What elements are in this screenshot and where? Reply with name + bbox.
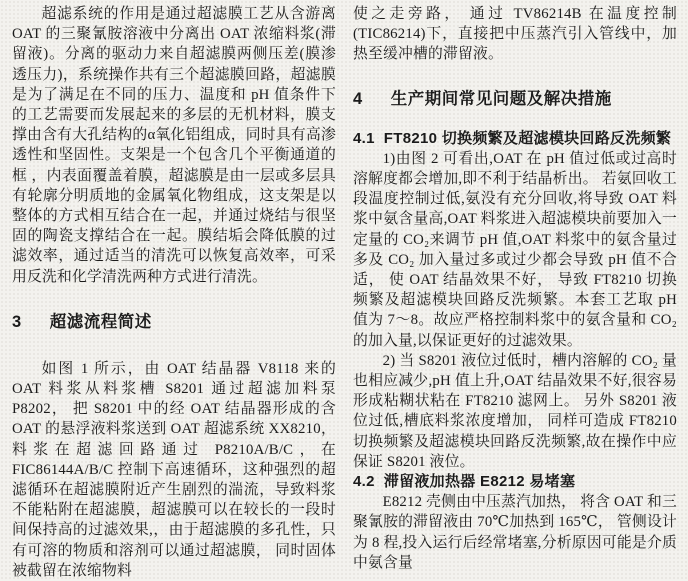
section-3-number: 3 — [12, 312, 22, 331]
paragraph-heater-blockage: E8212 壳侧由中压蒸汽加热， 将含 OAT 和三聚氰胺的滞留液由 70℃加热到 165℃， 管侧设计为 8 程,投入运行后经常堵塞,分析原因可能是介质中氨含量 — [353, 494, 677, 571]
paragraph-process-description: 如图 1 所示，由 OAT 结晶器 V8118 来的 OAT 料浆从料浆槽 S8201 通过超滤加料泵 P8202， 把 S8201 中的经 OAT 结晶器形成的含 OAT 的悬浮液料浆送到 OAT 超滤系统 XX8210，料浆在超滤回路通过 P8210A/B/C，在 FIC86144A/B/C 控制下高速循环，这种强烈的超滤循环在超滤膜附近产生剧烈的湍流，导致料浆不能粘附在超滤膜，超滤膜可以在较长的一段时间保持高的过滤效果,，由于超滤膜的多孔性，只有可溶的物质和溶剂可以通过超滤膜， 同时固体被截留在浓缩物料 — [12, 360, 336, 579]
section-4-number: 4 — [353, 89, 363, 108]
paragraph-issue-1: 1)由图 2 可看出,OAT 在 pH 值过低或过高时溶解度都会增加,即不利于结晶析出。 若氨回收工段温度控制过低,氨没有充分回收,将导致 OAT 料浆中氨含量高,OAT 料浆进入超滤模块前要加入一定量的 CO₂来调节 pH 值,OAT 料浆中的氨含量过多及 CO₂ 加入量过多或过少都会导致 pH 值不合适， 使 OAT 结晶效果不好， 导致 FT8210 切换频繁及超滤模块回路反洗频繁。本套工艺取 pH 值为 7～8。故应严格控制料浆中的氨含量和 CO₂ 的加入量,以保证更好的过滤效果。 — [353, 150, 677, 349]
section-4-title: 生产期间常见问题及解决措施 — [390, 89, 612, 108]
section-4-1-number: 4.1 — [353, 129, 375, 147]
section-4-2-heading — [353, 472, 677, 492]
right-column — [353, 4, 677, 571]
paragraph-bypass-continuation: 使之走旁路， 通过 TV86214B 在温度控制(TIC86214)下，直接把中压蒸汽引入管线中，加热至缓冲槽的滞留液。 — [353, 6, 677, 63]
section-4-2-number: 4.2 — [353, 473, 375, 491]
left-column — [12, 4, 336, 579]
section-4-2-title: 滞留液加热器 E8212 易堵塞 — [383, 473, 576, 491]
section-4-1-title: FT8210 切换频繁及超滤模块回路反洗频繁 — [383, 129, 672, 147]
section-4-1-heading — [353, 129, 677, 149]
paragraph-issue-2: 2) 当 S8201 液位过低时，槽内溶解的 CO₂ 量也相应减少,pH 值上升,OAT 结晶效果不好,很容易形成粘糊状粘在 FT8210 滤网上。 另外 S8201 液位过低,槽底料浆浓度增加， 同样可造成 FT8210 切换频繁及超滤模块回路反洗频繁,故在操作中应保证 S8201 液位。 — [353, 352, 677, 470]
section-4-heading — [353, 89, 677, 109]
section-3-title: 超滤流程简述 — [49, 312, 152, 331]
section-3-heading — [12, 312, 336, 332]
paragraph-ultrafiltration-intro: 超滤系统的作用是通过超滤膜工艺从含游离 OAT 的三聚氰胺溶液中分离出 OAT 浓缩料浆(滞留液)。分离的驱动力来自超滤膜两侧压差(膜渗透压力)，系统操作共有三个超滤膜回路，超滤膜是为了满足在不同的压力、温度和 pH 值条件下的工艺需要而发展起来的多层的无机材料，膜支撑由含有大孔结构的α氧化铝组成，同时具有高渗透性和坚固性。支架是一个包含几个平衡通道的框 ，内表面覆盖着膜，超滤膜是由一层或多层具有轮廓分明质地的金属氧化物组成，这支架是以整体的方式相互结合在一起，并通过烧结与很坚固的陶瓷支撑结合在一起。膜结垢会降低膜的过滤效率，通过适当的清洗可以恢复高效率，可采用反洗和化学清洗两种方式进行清洗。 — [12, 6, 336, 285]
